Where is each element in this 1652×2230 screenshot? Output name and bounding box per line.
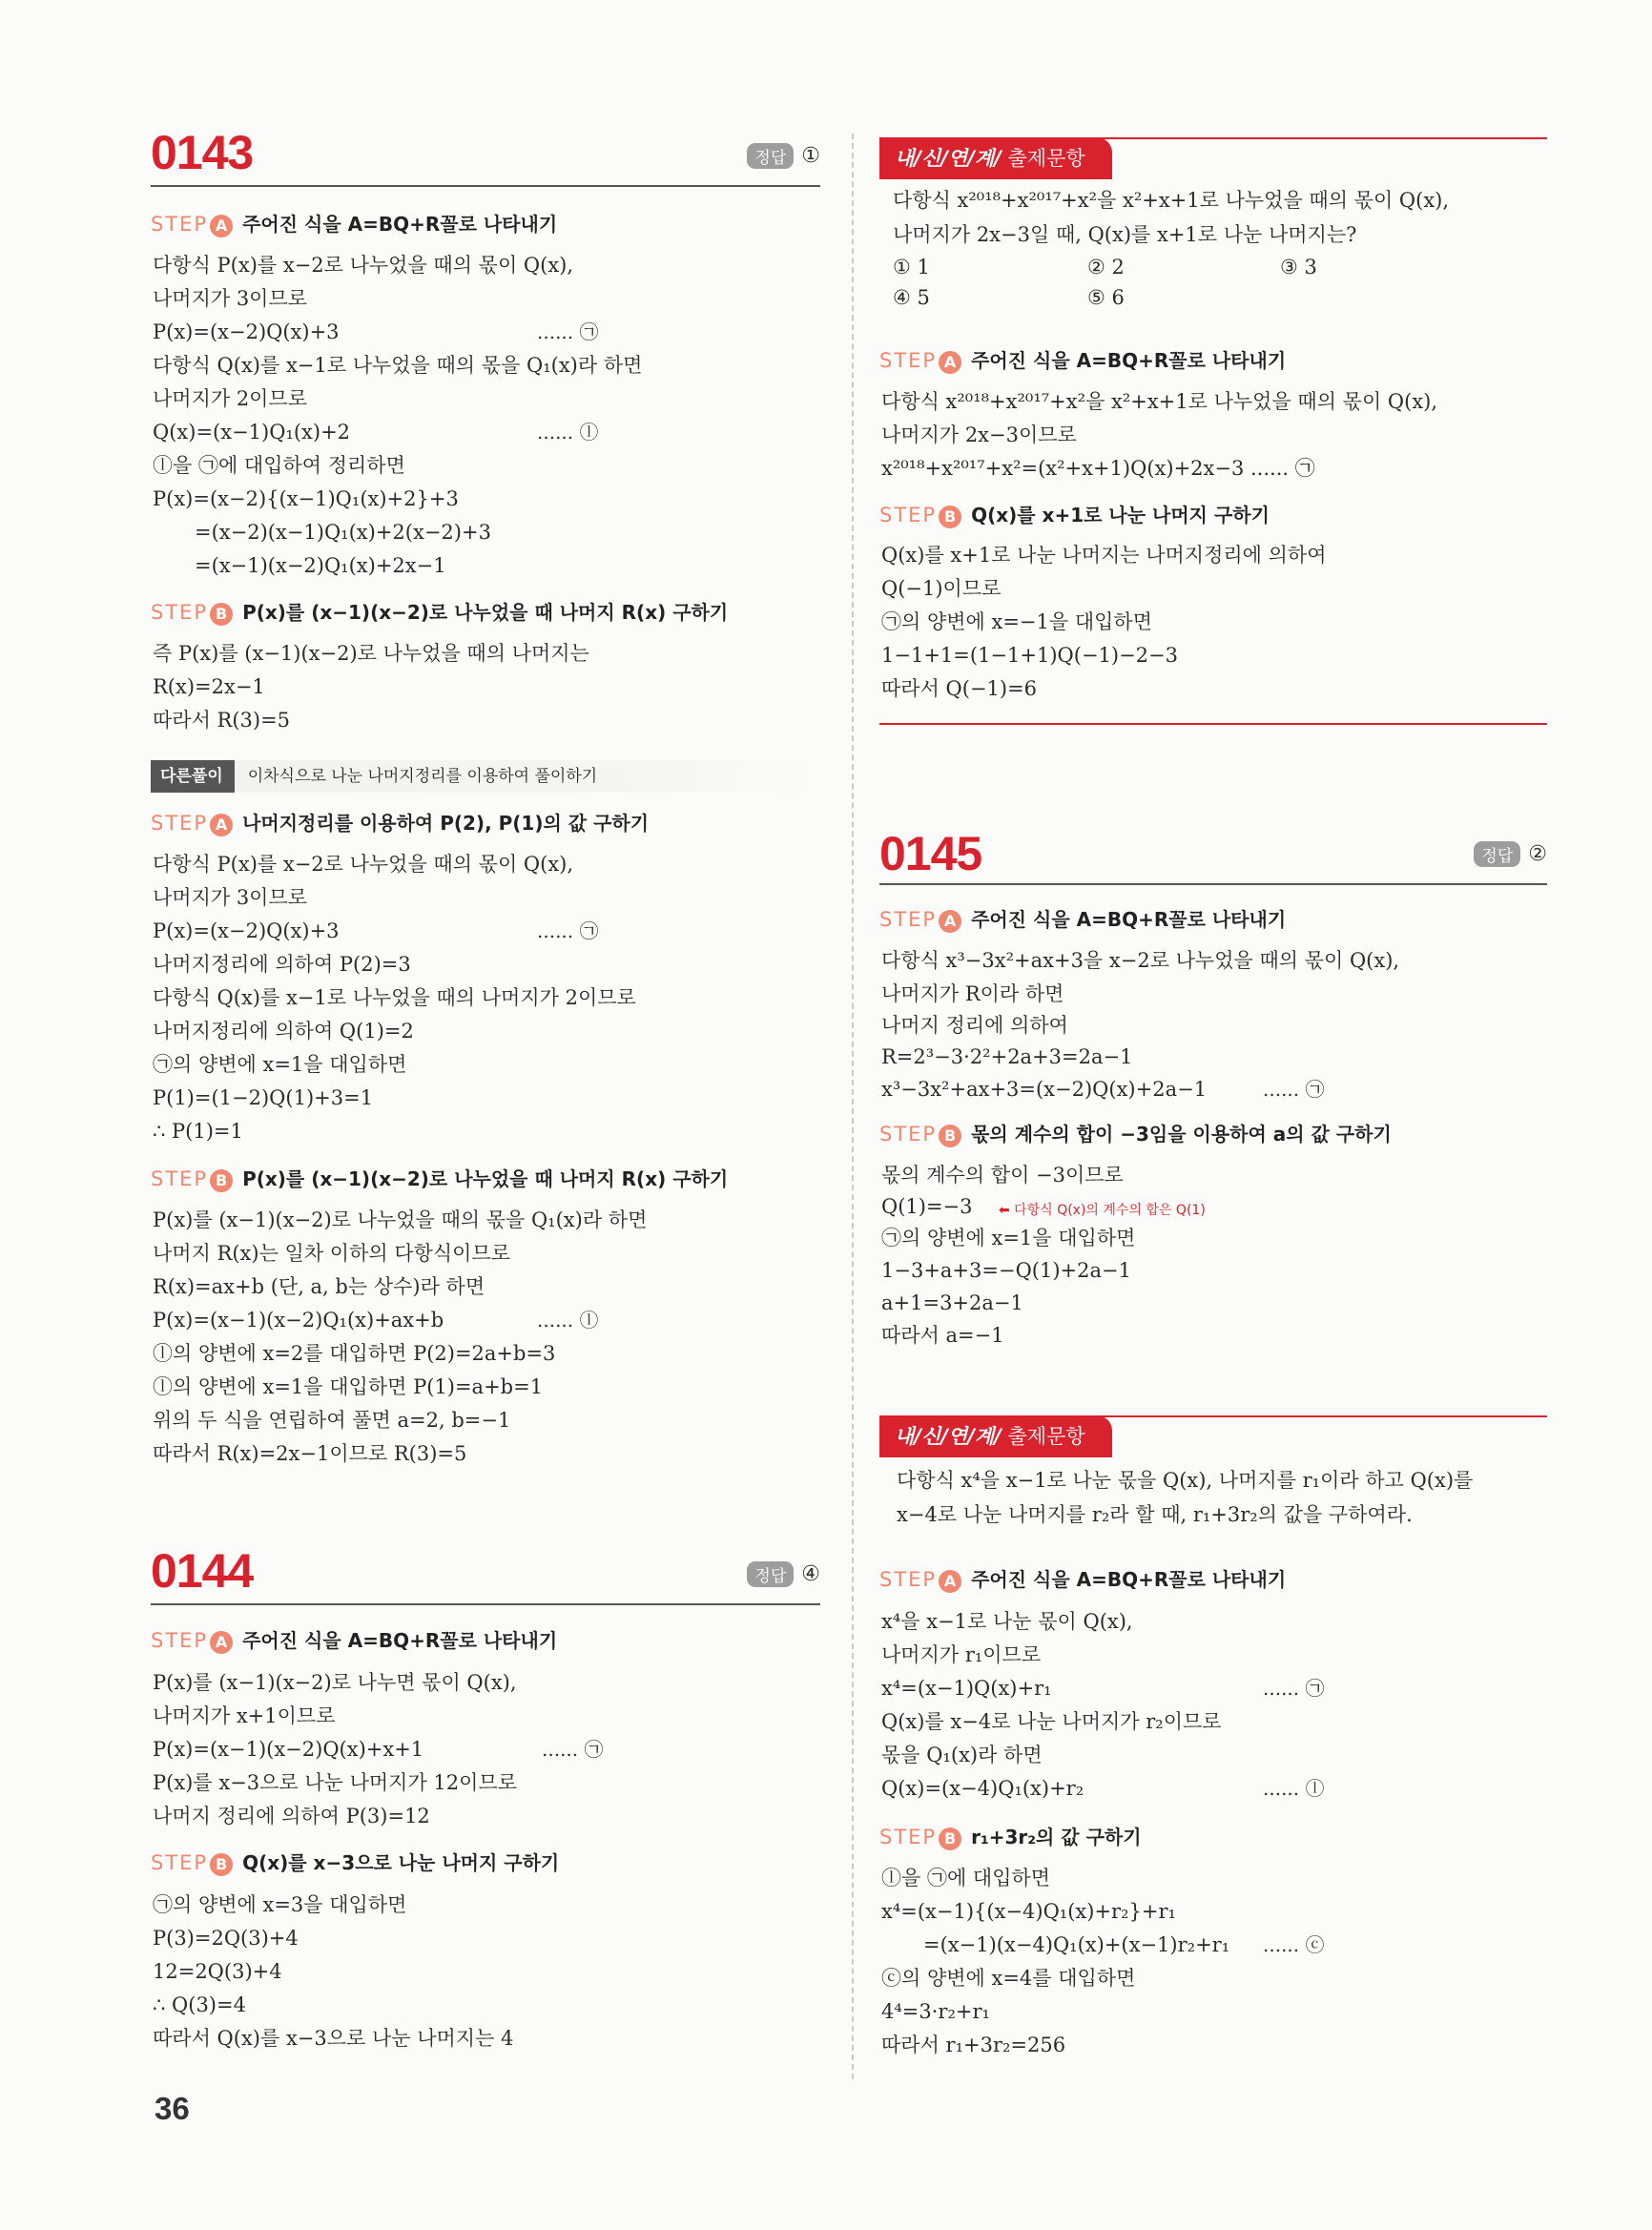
equation-mark: ...... ㉠: [542, 1738, 604, 1761]
problem-text: 나머지가 2x−3일 때, Q(x)를 x+1로 나눈 나머지는?: [893, 223, 1357, 246]
solution-line: 1−1+1=(1−1+1)Q(−1)−2−3: [881, 644, 1179, 667]
header-rule: [151, 1603, 820, 1605]
step-b-heading: STEP B r₁+3r₂의 값 구하기: [879, 1826, 1142, 1848]
equation-mark: ...... ㉠: [537, 919, 599, 942]
answer-badge: 정답: [747, 143, 794, 169]
choice-4: ④ 5: [893, 286, 930, 309]
solution-line: 4⁴=3·r₂+r₁: [881, 2000, 990, 2023]
solution-line: 나머지가 r₁이므로: [881, 1643, 1042, 1666]
step-a-heading: STEP A 주어진 식을 A=BQ+R꼴로 나타내기: [151, 213, 558, 236]
banner-label: 내/신/연/계/ 출제문항: [879, 137, 1112, 179]
solution-line: ㉠의 양변에 x=1을 대입하면: [153, 1053, 407, 1076]
solution-line: 나머지가 2이므로: [153, 387, 308, 410]
solution-line: ⓛ을 ㉠에 대입하면: [881, 1867, 1051, 1889]
answer-value: ②: [1528, 842, 1547, 866]
solution-line: ⓛ을 ㉠에 대입하여 정리하면: [153, 454, 405, 477]
naesin-banner: [879, 1415, 1547, 1461]
solution-line: 따라서 Q(x)를 x−3으로 나눈 나머지는 4: [153, 2027, 514, 2050]
solution-line: P(x)를 (x−1)(x−2)로 나누면 몫이 Q(x),: [153, 1671, 517, 1694]
equation-mark: ...... ㉠: [1263, 1677, 1325, 1700]
solution-line: P(x)=(x−2){(x−1)Q₁(x)+2}+3: [153, 487, 459, 510]
solution-line: Q(x)를 x−4로 나눈 나머지가 r₂이므로: [881, 1710, 1222, 1733]
header-rule: [879, 883, 1547, 885]
solution-line: a+1=3+2a−1: [881, 1291, 1023, 1314]
solution-line: 나머지가 x+1이므로: [153, 1704, 336, 1727]
solution-line: 위의 두 식을 연립하여 풀면 a=2, b=−1: [153, 1409, 511, 1432]
hint-note: ⬅ 다항식 Q(x)의 계수의 합은 Q(1): [999, 1203, 1206, 1218]
answer-0144: [747, 1561, 820, 1587]
solution-line: 따라서 r₁+3r₂=256: [881, 2034, 1066, 2056]
solution-line: 나머지가 R이라 하면: [881, 982, 1064, 1005]
solution-line: R(x)=ax+b (단, a, b는 상수)라 하면: [153, 1275, 485, 1298]
solution-line: P(1)=(1−2)Q(1)+3=1: [153, 1086, 374, 1109]
equation-mark: ...... ㉠: [1263, 1078, 1325, 1101]
equation-mark: ...... ⓛ: [537, 421, 599, 444]
solution-line: P(x)=(x−2)Q(x)+3: [153, 919, 340, 942]
step-b-heading: STEP B P(x)를 (x−1)(x−2)로 나누었을 때 나머지 R(x) 구하기: [151, 601, 729, 624]
problem-text: 다항식 x⁴을 x−1로 나눈 몫을 Q(x), 나머지를 r₁이라 하고 Q(x)를: [897, 1469, 1474, 1492]
solution-line: 다항식 Q(x)를 x−1로 나누었을 때의 나머지가 2이므로: [153, 986, 636, 1009]
solution-line: Q(−1)이므로: [881, 577, 1002, 600]
solution-line: ㉠의 양변에 x=−1을 대입하면: [881, 610, 1152, 633]
solution-line: 나머지가 3이므로: [153, 287, 308, 310]
answer-0145: [1474, 841, 1547, 867]
alt-step-b-heading: STEP B P(x)를 (x−1)(x−2)로 나누었을 때 나머지 R(x) 구하기: [151, 1167, 729, 1190]
choice-3: ③ 3: [1280, 256, 1317, 279]
solution-line: 나머지 R(x)는 일차 이하의 다항식이므로: [153, 1242, 511, 1265]
problem-number-0143: 0143: [151, 126, 254, 179]
solution-line: P(x)=(x−1)(x−2)Q₁(x)+ax+b: [153, 1309, 444, 1332]
header-rule: [151, 185, 820, 187]
alt-solution-text: 이차식으로 나눈 나머지정리를 이용하여 풀이하기: [247, 767, 598, 786]
solution-line: ㉠의 양변에 x=1을 대입하면: [881, 1227, 1136, 1249]
solution-line: 다항식 P(x)를 x−2로 나누었을 때의 몫이 Q(x),: [153, 254, 574, 277]
alt-solution-tag: 다른풀이: [151, 760, 235, 793]
solution-line: R=2³−3·2²+2a+3=2a−1: [881, 1045, 1133, 1068]
alt-step-a-heading: STEP A 나머지정리를 이용하여 P(2), P(1)의 값 구하기: [151, 812, 650, 835]
step-a-heading: STEP A 주어진 식을 A=BQ+R꼴로 나타내기: [879, 908, 1287, 931]
solution-line: 다항식 Q(x)를 x−1로 나누었을 때의 몫을 Q₁(x)라 하면: [153, 354, 643, 377]
solution-line: 나머지가 3이므로: [153, 886, 308, 909]
answer-value: ④: [801, 1562, 820, 1586]
solution-line: 나머지정리에 의하여 P(2)=3: [153, 953, 411, 976]
page-number: 36: [155, 2091, 190, 2126]
answer-0143: [747, 143, 820, 169]
solution-line: =(x−1)(x−4)Q₁(x)+(x−1)r₂+r₁: [923, 1933, 1230, 1956]
answer-badge: 정답: [1474, 841, 1520, 867]
equation-mark: ...... ⓛ: [1263, 1777, 1325, 1800]
solution-line: ㉠의 양변에 x=3을 대입하면: [153, 1893, 407, 1916]
solution-line: P(x)=(x−2)Q(x)+3: [153, 320, 340, 343]
alt-solution-bar: [151, 760, 818, 793]
answer-badge: 정답: [747, 1561, 794, 1587]
solution-line: Q(x)=(x−1)Q₁(x)+2: [153, 421, 351, 444]
solution-line: 몫을 Q₁(x)라 하면: [881, 1744, 1043, 1766]
solution-line: 다항식 x²⁰¹⁸+x²⁰¹⁷+x²을 x²+x+1로 나누었을 때의 몫이 Q(x),: [881, 390, 1438, 413]
solution-line: P(3)=2Q(3)+4: [153, 1927, 299, 1950]
solution-line: 나머지 정리에 의하여 P(3)=12: [153, 1805, 430, 1827]
solution-line: 따라서 Q(−1)=6: [881, 677, 1038, 700]
problem-number-0144: 0144: [151, 1544, 254, 1598]
solution-line: x³−3x²+ax+3=(x−2)Q(x)+2a−1: [881, 1078, 1208, 1101]
solution-line: 따라서 a=−1: [881, 1324, 1004, 1347]
solution-line: ⓛ의 양변에 x=2를 대입하면 P(2)=2a+b=3: [153, 1342, 556, 1365]
solution-line: 12=2Q(3)+4: [153, 1960, 282, 1983]
solution-line: x⁴=(x−1){(x−4)Q₁(x)+r₂}+r₁: [881, 1900, 1176, 1923]
solution-line: R(x)=2x−1: [153, 675, 265, 698]
solution-line: Q(1)=−3: [881, 1195, 973, 1218]
solution-line: 따라서 R(x)=2x−1이므로 R(3)=5: [153, 1442, 467, 1465]
section-end-rule: [879, 723, 1547, 725]
solution-line: ⓒ의 양변에 x=4를 대입하면: [881, 1967, 1136, 1990]
solution-line: P(x)를 (x−1)(x−2)로 나누었을 때의 몫을 Q₁(x)라 하면: [153, 1208, 648, 1231]
solution-line: 따라서 R(3)=5: [153, 709, 291, 732]
step-a-heading: STEP A 주어진 식을 A=BQ+R꼴로 나타내기: [151, 1629, 558, 1652]
choice-5: ⑤ 6: [1087, 286, 1125, 309]
problem-text: x−4로 나눈 나머지를 r₂라 할 때, r₁+3r₂의 값을 구하여라.: [897, 1503, 1413, 1526]
solution-line: 1−3+a+3=−Q(1)+2a−1: [881, 1259, 1131, 1282]
problem-text: 다항식 x²⁰¹⁸+x²⁰¹⁷+x²을 x²+x+1로 나누었을 때의 몫이 Q(x),: [893, 189, 1450, 212]
solution-line: x⁴=(x−1)Q(x)+r₁: [881, 1677, 1052, 1700]
answer-value: ①: [801, 144, 820, 168]
step-b-heading: STEP B Q(x)를 x+1로 나눈 나머지 구하기: [879, 504, 1270, 527]
solution-line: 몫의 계수의 합이 −3이므로: [881, 1164, 1124, 1187]
banner-label: 내/신/연/계/ 출제문항: [879, 1415, 1112, 1457]
solution-line: 다항식 P(x)를 x−2로 나누었을 때의 몫이 Q(x),: [153, 853, 574, 876]
solution-line: 나머지가 2x−3이므로: [881, 423, 1077, 446]
solution-line: x²⁰¹⁸+x²⁰¹⁷+x²=(x²+x+1)Q(x)+2x−3 ...... ㉠: [881, 457, 1315, 480]
equation-mark: ...... ㉠: [537, 320, 599, 343]
naesin-banner: [879, 137, 1547, 183]
equation-mark: ...... ⓒ: [1263, 1933, 1325, 1956]
choice-2: ② 2: [1087, 256, 1125, 279]
solution-line: 즉 P(x)를 (x−1)(x−2)로 나누었을 때의 나머지는: [153, 642, 589, 665]
solution-line: 나머지정리에 의하여 Q(1)=2: [153, 1020, 414, 1043]
choice-1: ① 1: [893, 256, 930, 279]
column-divider: [852, 134, 854, 2079]
solution-line: x⁴을 x−1로 나눈 몫이 Q(x),: [881, 1610, 1133, 1633]
solution-line: P(x)를 x−3으로 나눈 나머지가 12이므로: [153, 1771, 518, 1794]
solution-line: Q(x)=(x−4)Q₁(x)+r₂: [881, 1777, 1084, 1800]
solution-line: ∴ Q(3)=4: [153, 1993, 246, 2016]
solution-line: 나머지 정리에 의하여: [881, 1014, 1068, 1037]
solution-line: P(x)=(x−1)(x−2)Q(x)+x+1: [153, 1738, 424, 1761]
step-b-heading: STEP B Q(x)를 x−3으로 나눈 나머지 구하기: [151, 1851, 560, 1874]
problem-number-0145: 0145: [879, 827, 982, 880]
step-a-heading: STEP A 주어진 식을 A=BQ+R꼴로 나타내기: [879, 349, 1287, 372]
equation-mark: ...... ⓛ: [537, 1309, 599, 1332]
solution-line: ⓛ의 양변에 x=1을 대입하면 P(1)=a+b=1: [153, 1375, 544, 1398]
solution-line: =(x−1)(x−2)Q₁(x)+2x−1: [195, 554, 446, 577]
step-a-heading: STEP A 주어진 식을 A=BQ+R꼴로 나타내기: [879, 1568, 1287, 1591]
solution-line: 다항식 x³−3x²+ax+3을 x−2로 나누었을 때의 몫이 Q(x),: [881, 949, 1400, 972]
solution-line: Q(x)를 x+1로 나눈 나머지는 나머지정리에 의하여: [881, 544, 1327, 567]
solution-line: =(x−2)(x−1)Q₁(x)+2(x−2)+3: [195, 521, 491, 544]
step-b-heading: STEP B 몫의 계수의 합이 −3임을 이용하여 a의 값 구하기: [879, 1123, 1392, 1146]
solution-line: ∴ P(1)=1: [153, 1120, 243, 1143]
